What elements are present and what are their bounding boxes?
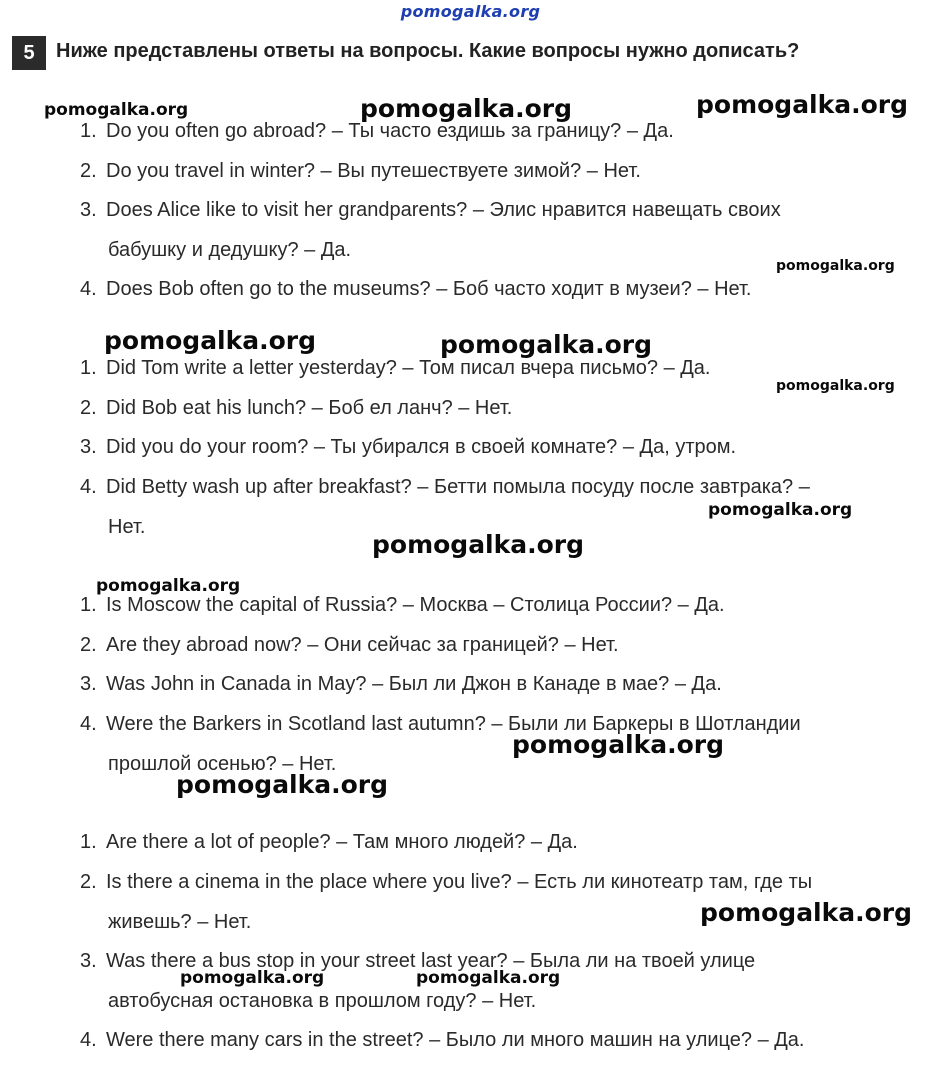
answer-item xyxy=(80,389,920,429)
item-continuation: автобусная остановка в прошлом году? – Нет. xyxy=(108,989,537,1012)
item-text: Was John in Canada in May? – Был ли Джон в Канаде в мае? – Да. xyxy=(106,673,722,695)
item-text: Is Moscow the capital of Russia? – Москва – Столица России? – Да. xyxy=(106,594,725,616)
item-continuation: бабушку и дедушку? – Да. xyxy=(108,238,352,261)
watermark: pomogalka.org xyxy=(96,576,241,596)
exercise-header xyxy=(12,36,932,70)
item-number: 4. xyxy=(80,713,97,735)
item-number: 4. xyxy=(80,476,97,498)
item-text: Did you do your room? – Ты убирался в своей комнате? – Да, утром. xyxy=(106,436,737,458)
item-text: Did Betty wash up after breakfast? – Бетти помыла посуду после завтрака? – xyxy=(106,476,810,498)
item-text: Are there a lot of people? – Там много людей? – Да. xyxy=(106,831,578,853)
watermark: pomogalka.org xyxy=(360,94,573,123)
answer-item xyxy=(80,626,920,666)
item-text: Does Bob often go to the museums? – Боб часто ходит в музеи? – Нет. xyxy=(106,278,752,300)
item-text: Do you travel in winter? – Вы путешествуете зимой? – Нет. xyxy=(106,160,641,182)
watermark: pomogalka.org xyxy=(372,530,585,559)
item-number: 2. xyxy=(80,871,97,893)
item-text: Were there many cars in the street? – Было ли много машин на улице? – Да. xyxy=(106,1029,805,1051)
watermark: pomogalka.org xyxy=(700,898,913,927)
item-number: 1. xyxy=(80,357,97,379)
item-continuation: Нет. xyxy=(108,515,146,538)
watermark: pomogalka.org xyxy=(440,330,653,359)
item-number: 1. xyxy=(80,120,97,142)
item-text: Did Bob eat his lunch? – Боб ел ланч? – Нет. xyxy=(106,397,513,419)
exercise-title: Ниже представлены ответы на вопросы. Какие вопросы нужно дописать? xyxy=(56,40,800,62)
item-number: 4. xyxy=(80,278,97,300)
item-text: Do you often go abroad? – Ты часто ездишь за границу? – Да. xyxy=(106,120,674,142)
item-text: Were the Barkers in Scotland last autumn? – Были ли Баркеры в Шотландии xyxy=(106,713,801,735)
watermark: pomogalka.org xyxy=(696,90,909,119)
watermark: pomogalka.org xyxy=(776,378,895,394)
item-text: Is there a cinema in the place where you live? – Есть ли кинотеатр там, где ты xyxy=(106,871,813,893)
item-text: Was there a bus stop in your street last year? – Была ли на твоей улице xyxy=(106,950,756,972)
item-number: 2. xyxy=(80,160,97,182)
watermark: pomogalka.org xyxy=(180,968,325,988)
item-text: Are they abroad now? – Они сейчас за границей? – Нет. xyxy=(106,634,619,656)
item-number: 3. xyxy=(80,199,97,221)
item-number: 3. xyxy=(80,950,97,972)
item-text: Does Alice like to visit her grandparents? – Элис нравится навещать своих xyxy=(106,199,781,221)
answer-item xyxy=(80,665,920,705)
watermark: pomogalka.org xyxy=(512,730,725,759)
watermark: pomogalka.org xyxy=(44,100,189,120)
exercise-number-badge: 5 xyxy=(12,36,46,70)
item-number: 1. xyxy=(80,831,97,853)
item-number: 3. xyxy=(80,673,97,695)
item-number: 1. xyxy=(80,594,97,616)
item-number: 4. xyxy=(80,1029,97,1051)
answer-item xyxy=(80,152,920,192)
item-continuation: прошлой осенью? – Нет. xyxy=(108,752,337,775)
answer-item xyxy=(80,1021,920,1061)
item-number: 2. xyxy=(80,634,97,656)
watermark: pomogalka.org xyxy=(104,326,317,355)
answer-item xyxy=(80,823,920,863)
watermark: pomogalka.org xyxy=(776,258,895,274)
answer-item xyxy=(80,270,920,310)
top-watermark: pomogalka.org xyxy=(400,2,541,21)
item-continuation: живешь? – Нет. xyxy=(108,910,252,933)
watermark: pomogalka.org xyxy=(708,500,853,520)
watermark: pomogalka.org xyxy=(416,968,561,988)
answer-item xyxy=(80,428,920,468)
item-number: 2. xyxy=(80,397,97,419)
watermark: pomogalka.org xyxy=(176,770,389,799)
item-text: Did Tom write a letter yesterday? – Том писал вчера письмо? – Да. xyxy=(106,357,711,379)
item-number: 3. xyxy=(80,436,97,458)
